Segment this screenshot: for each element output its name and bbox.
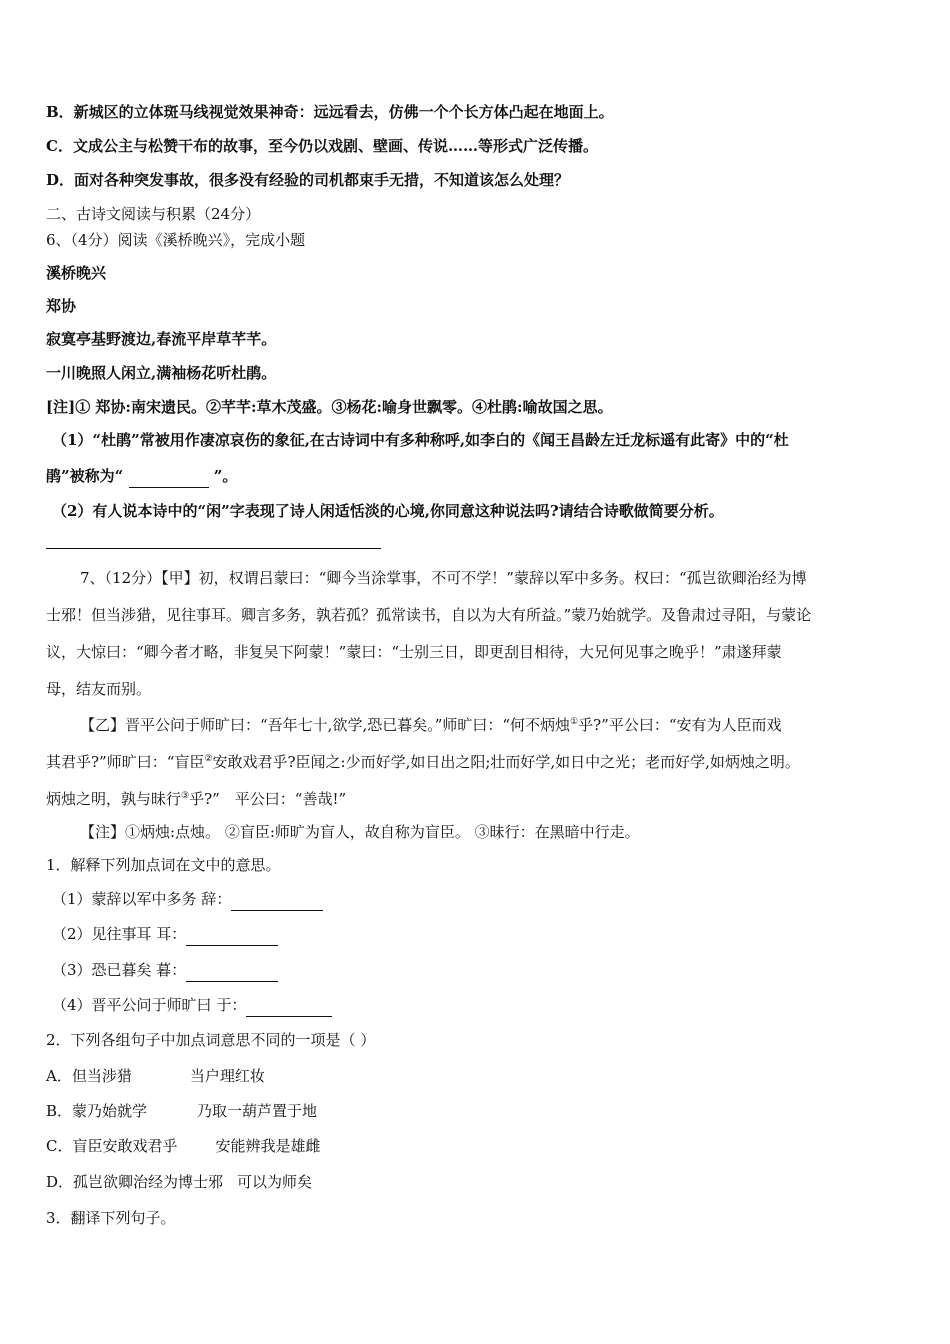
- q7-q1-item-3: （3）恐已暮矣 暮：: [52, 959, 278, 982]
- option-d: D．面对各种突发事故，很多没有经验的司机都束手无措，不知道该怎么处理？: [46, 171, 570, 189]
- q7-jia-line-2: 士邪！但当涉猎，见往事耳。卿言多务，孰若孤？孤常读书，自以为大有所益。”蒙乃始就学。及鲁肃过寻阳，与蒙论: [46, 606, 812, 624]
- q6-sub1-cont: [46, 465, 237, 488]
- answer-blank[interactable]: [231, 888, 323, 911]
- answer-blank[interactable]: [246, 994, 332, 1017]
- q6-sub1-post: ”。: [213, 467, 238, 485]
- q6-header: 6、（4分）阅读《溪桥晚兴》，完成小题: [46, 231, 306, 249]
- poem-title: 溪桥晚兴: [46, 264, 107, 282]
- answer-rule[interactable]: [46, 548, 381, 549]
- q7-yi-line-1: 【乙】晋平公问于师旷曰：“吾年七十,欲学,恐已暮矣。”师旷曰：“何不炳烛①乎?”平公曰：“安有为人臣而戏: [80, 716, 782, 734]
- answer-blank[interactable]: [129, 465, 209, 488]
- option-b: B．新城区的立体斑马线视觉效果神奇：远远看去，仿佛一个个长方体凸起在地面上。: [46, 103, 614, 121]
- section-title: 二、古诗文阅读与积累（24分）: [46, 205, 261, 223]
- option-c: C．文成公主与松赞干布的故事，至今仍以戏剧、壁画、传说……等形式广泛传播。: [46, 137, 598, 155]
- q7-jia-line-1: 7、（12分）【甲】初，权谓吕蒙曰：“卿今当涂掌事，不可不学！”蒙辞以军中多务。权曰：“孤岂欲卿治经为博: [80, 569, 807, 587]
- answer-blank[interactable]: [186, 959, 278, 982]
- q7-q1-item-1: （1）蒙辞以军中多务 辞：: [52, 888, 323, 911]
- q7-yi-line-2: 其君乎?”师旷曰：“盲臣②安敢戏君乎?臣闻之:少而好学,如日出之阳;壮而好学,如日中之光；老而好学,如炳烛之明。: [46, 753, 800, 771]
- q7-q2-option-a[interactable]: A．但当涉猎 当户理红妆: [46, 1067, 265, 1085]
- poem-author: 郑协: [46, 297, 77, 315]
- poem-line-2: 一川晚照人闲立,满袖杨花听杜鹃。: [46, 364, 277, 382]
- q7-jia-line-4: 母，结友而别。: [46, 680, 152, 698]
- q7-q3: 3．翻译下列句子。: [46, 1209, 176, 1227]
- q6-sub1-pre: 鹃”被称为“: [46, 467, 124, 485]
- q6-sub2: （2）有人说本诗中的“闲”字表现了诗人闲适恬淡的心境,你同意这种说法吗?请结合诗歌做简要分析。: [52, 502, 724, 520]
- q7-q1-item-2: （2）见往事耳 耳：: [52, 923, 278, 946]
- q7-jia-line-3: 议，大惊曰：“卿今者才略，非复吴下阿蒙！”蒙曰：“士别三日，即更刮目相待，大兄何见事之晚乎！”肃遂拜蒙: [46, 643, 782, 661]
- q7-yi-line-3: 炳烛之明，孰与昧行③乎?” 平公曰：“善哉!”: [46, 790, 347, 808]
- q7-q2-option-c[interactable]: C．盲臣安敢戏君乎 安能辨我是雄雌: [46, 1137, 321, 1155]
- poem-line-1: 寂寞亭基野渡边,春流平岸草芊芊。: [46, 330, 277, 348]
- answer-blank[interactable]: [186, 923, 278, 946]
- q7-q2: 2．下列各组句子中加点词意思不同的一项是（ ）: [46, 1031, 376, 1049]
- poem-note: [注]① 郑协:南宋遗民。②芊芊:草木茂盛。③杨花:喻身世飘零。④杜鹃:喻故国之思。: [46, 398, 613, 416]
- q7-q2-option-b[interactable]: B．蒙乃始就学 乃取一葫芦置于地: [46, 1102, 318, 1120]
- q7-note: 【注】①炳烛:点烛。 ②盲臣:师旷为盲人，故自称为盲臣。 ③昧行：在黑暗中行走。: [80, 823, 640, 841]
- q6-sub1: （1）“杜鹃”常被用作凄凉哀伤的象征,在古诗词中有多种称呼,如李白的《闻王昌龄左迁龙标遥有此寄》中的“杜: [52, 431, 789, 449]
- q7-q1-item-4: （4）晋平公问于师旷曰 于：: [52, 994, 332, 1017]
- q7-q1: 1．解释下列加点词在文中的意思。: [46, 856, 281, 874]
- q7-q2-option-d[interactable]: D．孤岂欲卿治经为博士邪 可以为师矣: [46, 1173, 313, 1191]
